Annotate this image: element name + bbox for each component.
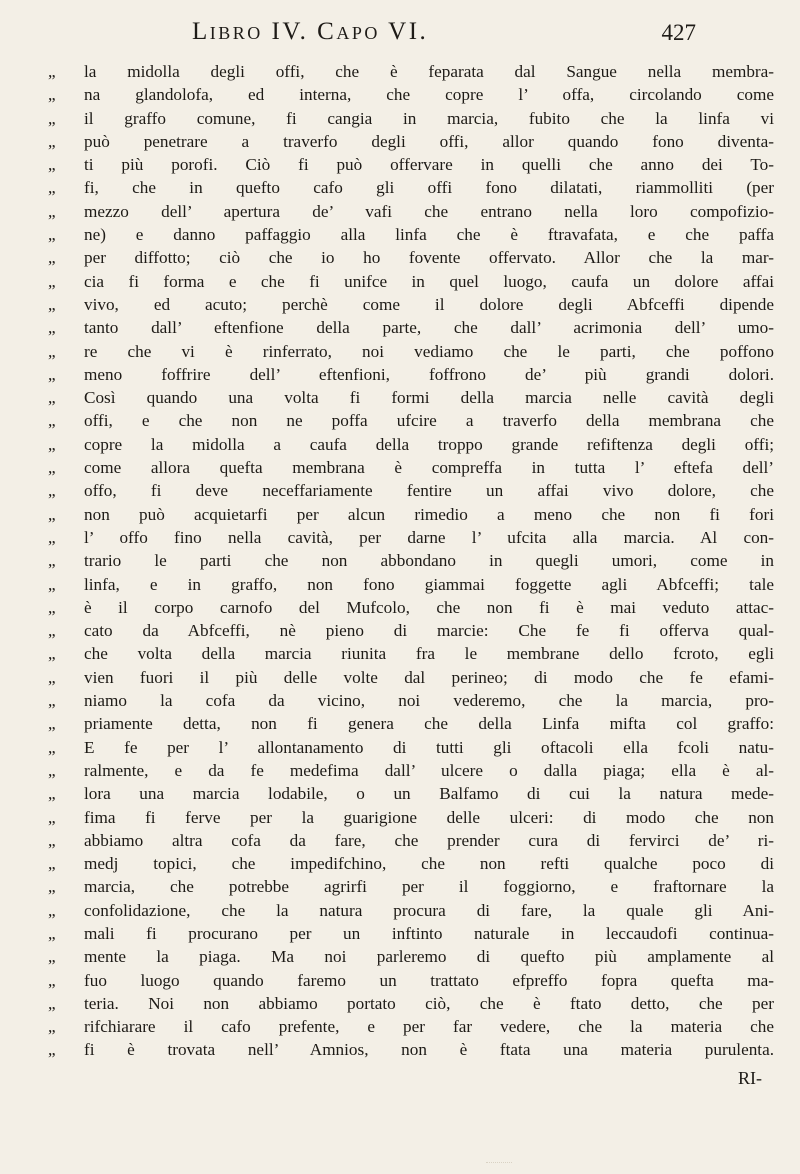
quotation-mark: „ bbox=[48, 458, 55, 478]
line-text: na glandolofa, ed interna, che copre l’ offa, circolando come bbox=[84, 85, 774, 105]
quotation-mark: „ bbox=[48, 667, 55, 687]
text-line bbox=[48, 922, 776, 945]
text-line bbox=[48, 712, 776, 735]
line-text: offo, fi deve neceffariamente fentire un affai vivo dolore, che bbox=[84, 481, 774, 501]
line-text: linfa, e in graffo, non fono giammai foggette agli Abfceffi; tale bbox=[84, 574, 774, 594]
quotation-mark: „ bbox=[48, 551, 55, 571]
line-text: è il corpo carnofo del Mufcolo, che non fi è mai veduto attac- bbox=[84, 597, 774, 617]
line-text: ti più porofi. Ciò fi può offervare in quelli che anno dei To- bbox=[84, 155, 774, 175]
text-line bbox=[48, 759, 776, 782]
quotation-mark: „ bbox=[48, 993, 55, 1013]
text-line bbox=[48, 619, 776, 642]
body-text bbox=[48, 60, 776, 1062]
line-text: fi è trovata nell’ Amnios, non è ftata una materia purulenta. bbox=[84, 1040, 774, 1060]
line-text: rifchiarare il cafo prefente, e per far vedere, che la materia che bbox=[84, 1017, 774, 1037]
quotation-mark: „ bbox=[48, 178, 55, 198]
text-line bbox=[48, 107, 776, 130]
running-title: Libro IV. Capo VI. bbox=[192, 18, 429, 45]
line-text: confolidazione, che la natura procura di fare, la quale gli Ani- bbox=[84, 900, 774, 920]
quotation-mark: „ bbox=[48, 504, 55, 524]
text-line bbox=[48, 736, 776, 759]
text-line bbox=[48, 316, 776, 339]
quotation-mark: „ bbox=[48, 434, 55, 454]
line-text: mente la piaga. Ma noi parleremo di quefto più amplamente al bbox=[84, 947, 774, 967]
quotation-mark: „ bbox=[48, 527, 55, 547]
quotation-mark: „ bbox=[48, 481, 55, 501]
line-text: vivo, ed acuto; perchè come il dolore degli Abfceffi dipende bbox=[84, 294, 774, 314]
text-line bbox=[48, 992, 776, 1015]
quotation-mark: „ bbox=[48, 108, 55, 128]
text-line bbox=[48, 549, 776, 572]
quotation-mark: „ bbox=[48, 714, 55, 734]
text-line bbox=[48, 875, 776, 898]
line-text: niamo la cofa da vicino, noi vederemo, che la marcia, pro- bbox=[84, 691, 774, 711]
line-text: Così quando una volta fi formi della marcia nelle cavità degli bbox=[84, 388, 774, 408]
line-text: cato da Abfceffi, nè pieno di marcie: Che fe fi offerva qual- bbox=[84, 621, 774, 641]
paper-stain bbox=[486, 1152, 512, 1163]
text-line bbox=[48, 153, 776, 176]
line-text: ne) e danno paffaggio alla linfa che è ftravafata, e che paffa bbox=[84, 225, 774, 245]
text-line bbox=[48, 340, 776, 363]
catchword: RI- bbox=[738, 1068, 762, 1088]
quotation-mark: „ bbox=[48, 691, 55, 711]
line-text: offi, e che non ne poffa ufcire a traverfo della membrana che bbox=[84, 411, 774, 431]
line-text: marcia, che potrebbe agrirfi per il foggiorno, e fraftornare la bbox=[84, 877, 774, 897]
quotation-mark: „ bbox=[48, 341, 55, 361]
quotation-mark: „ bbox=[48, 807, 55, 827]
quotation-mark: „ bbox=[48, 854, 55, 874]
text-line bbox=[48, 83, 776, 106]
text-line bbox=[48, 945, 776, 968]
text-line bbox=[48, 200, 776, 223]
line-text: fi, che in quefto cafo gli offi fono dilatati, riammolliti (per bbox=[84, 178, 774, 198]
quotation-mark: „ bbox=[48, 225, 55, 245]
text-line bbox=[48, 1038, 776, 1061]
quotation-mark: „ bbox=[48, 597, 55, 617]
line-text: tanto dall’ eftenfione della parte, che dall’ acrimonia dell’ umo- bbox=[84, 318, 774, 338]
quotation-mark: „ bbox=[48, 62, 55, 81]
quotation-mark: „ bbox=[48, 574, 55, 594]
line-text: abbiamo altra cofa da fare, che prender cura di fervirci de’ ri- bbox=[84, 830, 774, 850]
text-line bbox=[48, 363, 776, 386]
line-text: cia fi forma e che fi unifce in quel luogo, caufa un dolore affai bbox=[84, 271, 774, 291]
line-text: fuo luogo quando faremo un trattato efpreffo fopra quefta ma- bbox=[84, 970, 774, 990]
text-line bbox=[48, 60, 776, 83]
text-line bbox=[48, 666, 776, 689]
line-text: l’ offo fino nella cavità, per darne l’ ufcita alla marcia. Al con- bbox=[84, 527, 774, 547]
quotation-mark: „ bbox=[48, 621, 55, 641]
quotation-mark: „ bbox=[48, 760, 55, 780]
line-text: come allora quefta membrana è compreffa in tutta l’ eftefa dell’ bbox=[84, 458, 774, 478]
quotation-mark: „ bbox=[48, 155, 55, 175]
line-text: lora una marcia lodabile, o un Balfamo di cui la natura mede- bbox=[84, 784, 774, 804]
text-line bbox=[48, 852, 776, 875]
text-line bbox=[48, 246, 776, 269]
page-header bbox=[150, 14, 710, 54]
quotation-mark: „ bbox=[48, 923, 55, 943]
line-text: per diffotto; ciò che io ho fovente offervato. Allor che la mar- bbox=[84, 248, 774, 268]
line-text: ralmente, e da fe medefima dall’ ulcere o dalla piaga; ella è al- bbox=[84, 760, 774, 780]
line-text: re che vi è rinferrato, noi vediamo che le parti, che poffono bbox=[84, 341, 774, 361]
line-text: mali fi procurano per un inftinto naturale in leccaudofi continua- bbox=[84, 923, 774, 943]
line-text: meno foffrire dell’ eftenfioni, foffrono de’ più grandi dolori. bbox=[84, 364, 774, 384]
text-line bbox=[48, 130, 776, 153]
line-text: trario le parti che non abbondano in quegli umori, come in bbox=[84, 551, 774, 571]
line-text: priamente detta, non fi genera che della Linfa mifta col graffo: bbox=[84, 714, 774, 734]
quotation-mark: „ bbox=[48, 248, 55, 268]
text-line bbox=[48, 829, 776, 852]
text-line bbox=[48, 689, 776, 712]
line-text: mezzo dell’ apertura de’ vafi che entrano nella loro compofizio- bbox=[84, 201, 774, 221]
text-line bbox=[48, 1015, 776, 1038]
quotation-mark: „ bbox=[48, 271, 55, 291]
text-line bbox=[48, 176, 776, 199]
text-line bbox=[48, 293, 776, 316]
line-text: la midolla degli offi, che è feparata dal Sangue nella membra- bbox=[84, 62, 774, 81]
line-text: può penetrare a traverfo degli offi, allor quando fono diventa- bbox=[84, 131, 774, 151]
quotation-mark: „ bbox=[48, 388, 55, 408]
text-line bbox=[48, 456, 776, 479]
text-line bbox=[48, 409, 776, 432]
quotation-mark: „ bbox=[48, 411, 55, 431]
quotation-mark: „ bbox=[48, 1017, 55, 1037]
quotation-mark: „ bbox=[48, 1040, 55, 1060]
text-line bbox=[48, 503, 776, 526]
page-number: 427 bbox=[661, 20, 696, 45]
line-text: vien fuori il più delle volte dal perineo; di modo che fe efami- bbox=[84, 667, 774, 687]
text-line bbox=[48, 223, 776, 246]
text-line bbox=[48, 596, 776, 619]
line-text: che volta della marcia riunita fra le membrane dello fcroto, egli bbox=[84, 644, 774, 664]
line-text: il graffo comune, fi cangia in marcia, fubito che la linfa vi bbox=[84, 108, 774, 128]
text-line bbox=[48, 433, 776, 456]
text-line bbox=[48, 526, 776, 549]
text-line bbox=[48, 573, 776, 596]
text-line bbox=[48, 969, 776, 992]
text-line bbox=[48, 386, 776, 409]
quotation-mark: „ bbox=[48, 364, 55, 384]
line-text: fima fi ferve per la guarigione delle ulceri: di modo che non bbox=[84, 807, 774, 827]
quotation-mark: „ bbox=[48, 201, 55, 221]
line-text: copre la midolla a caufa della troppo grande refiftenza degli offi; bbox=[84, 434, 774, 454]
line-text: teria. Noi non abbiamo portato ciò, che è ftato detto, che per bbox=[84, 993, 774, 1013]
quotation-mark: „ bbox=[48, 784, 55, 804]
line-text: medj topici, che impedifchino, che non refti qualche poco di bbox=[84, 854, 774, 874]
text-line bbox=[48, 806, 776, 829]
text-line bbox=[48, 479, 776, 502]
quotation-mark: „ bbox=[48, 737, 55, 757]
quotation-mark: „ bbox=[48, 947, 55, 967]
quotation-mark: „ bbox=[48, 830, 55, 850]
text-line bbox=[48, 899, 776, 922]
text-line bbox=[48, 642, 776, 665]
text-line bbox=[48, 270, 776, 293]
line-text: non può acquietarfi per alcun rimedio a meno che non fi fori bbox=[84, 504, 774, 524]
quotation-mark: „ bbox=[48, 970, 55, 990]
quotation-mark: „ bbox=[48, 644, 55, 664]
quotation-mark: „ bbox=[48, 85, 55, 105]
line-text: E fe per l’ allontanamento di tutti gli oftacoli ella fcoli natu- bbox=[84, 737, 774, 757]
quotation-mark: „ bbox=[48, 131, 55, 151]
quotation-mark: „ bbox=[48, 877, 55, 897]
quotation-mark: „ bbox=[48, 318, 55, 338]
text-line bbox=[48, 782, 776, 805]
quotation-mark: „ bbox=[48, 900, 55, 920]
quotation-mark: „ bbox=[48, 294, 55, 314]
